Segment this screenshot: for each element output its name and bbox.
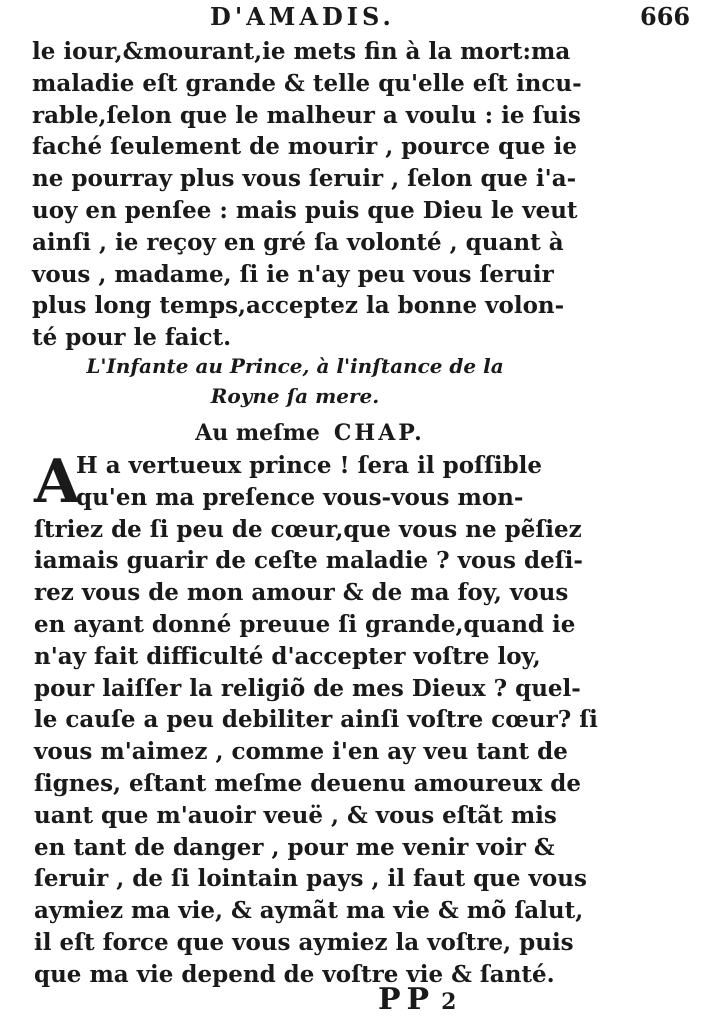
signature-mark <box>378 982 456 1017</box>
text-line: té pour le faict. <box>32 324 232 352</box>
text-line: que ma vie depend de voſtre vie & ſanté. <box>34 960 555 988</box>
running-title: D'AMADIS. <box>210 2 395 31</box>
text-line: maladie eſt grande & telle qu'elle eſt incu- <box>32 69 582 97</box>
text-line: uant que m'auoir veuë , & vous eſtãt mis <box>34 801 557 829</box>
text-line: le iour,&mourant,ie mets fin à la mort:ma <box>32 38 571 65</box>
text-line: iamais guarir de ceſte maladie ? vous deſi- <box>34 547 583 575</box>
text-line: n'ay fait difficulté d'accepter voſtre loy, <box>34 642 541 670</box>
text-line: ne pourray plus vous ſeruir , ſelon que i'a- <box>32 165 577 193</box>
text-line: H a vertueux prince ! ſera il poſſible <box>76 452 543 479</box>
text-line: en ayant donné preuue ſi grande,quand ie <box>34 610 576 638</box>
chapter-body <box>34 447 598 991</box>
page-number: 666 <box>640 2 691 31</box>
text-line: le cauſe a peu debiliter ainſi voſtre cœur? ſi <box>34 706 598 734</box>
subheading-text: Au meſme <box>195 420 320 446</box>
text-line: vous , madame, ſi ie n'ay peu vous ſeruir <box>32 260 554 288</box>
text-line: pour laiſſer la religiõ de mes Dieux ? quel- <box>34 674 581 702</box>
text-line: ſeruir , de ſi lointain pays , il faut que vous <box>34 865 587 893</box>
chapter-subheading <box>160 420 460 446</box>
text-line: ainſi , ie reçoy en gré ſa volonté , quant à <box>32 228 564 256</box>
text-line: ſignes, eſtant meſme deuenu amoureux de <box>34 769 582 797</box>
chapter-heading-line-1: L'Infante au Prince, à l'inſtance de la <box>86 354 504 378</box>
signature-letters: PP <box>378 982 436 1017</box>
text-line: rable,ſelon que le malheur a voulu : ie ſuis <box>32 101 581 129</box>
drop-cap: A <box>34 447 81 517</box>
text-line: ſtriez de ſi peu de cœur,que vous ne pẽſiez <box>34 515 582 543</box>
text-line: vous m'aimez , comme i'en ay veu tant de <box>34 738 568 766</box>
text-line: plus long temps,acceptez la bonne volon- <box>32 292 565 320</box>
text-line: en tant de danger , pour me venir voir & <box>34 833 555 861</box>
signature-number: 2 <box>441 989 457 1015</box>
chapter-label: CHAP. <box>333 420 425 446</box>
text-line: uoy en penſee : mais puis que Dieu le veut <box>32 196 578 224</box>
text-line: aymiez ma vie, & aymãt ma vie & mõ ſalut, <box>34 897 584 925</box>
text-line: qu'en ma preſence vous-vous mon- <box>76 483 524 511</box>
body-text <box>32 36 580 354</box>
text-line: faché ſeulement de mourir , pource que ie <box>32 133 577 161</box>
chapter-heading-line-2: Royne ſa mere. <box>210 384 380 408</box>
text-line: il eſt force que vous aymiez la voſtre, puis <box>34 928 574 956</box>
text-line: rez vous de mon amour & de ma foy, vous <box>34 579 569 607</box>
page-header <box>0 2 728 30</box>
